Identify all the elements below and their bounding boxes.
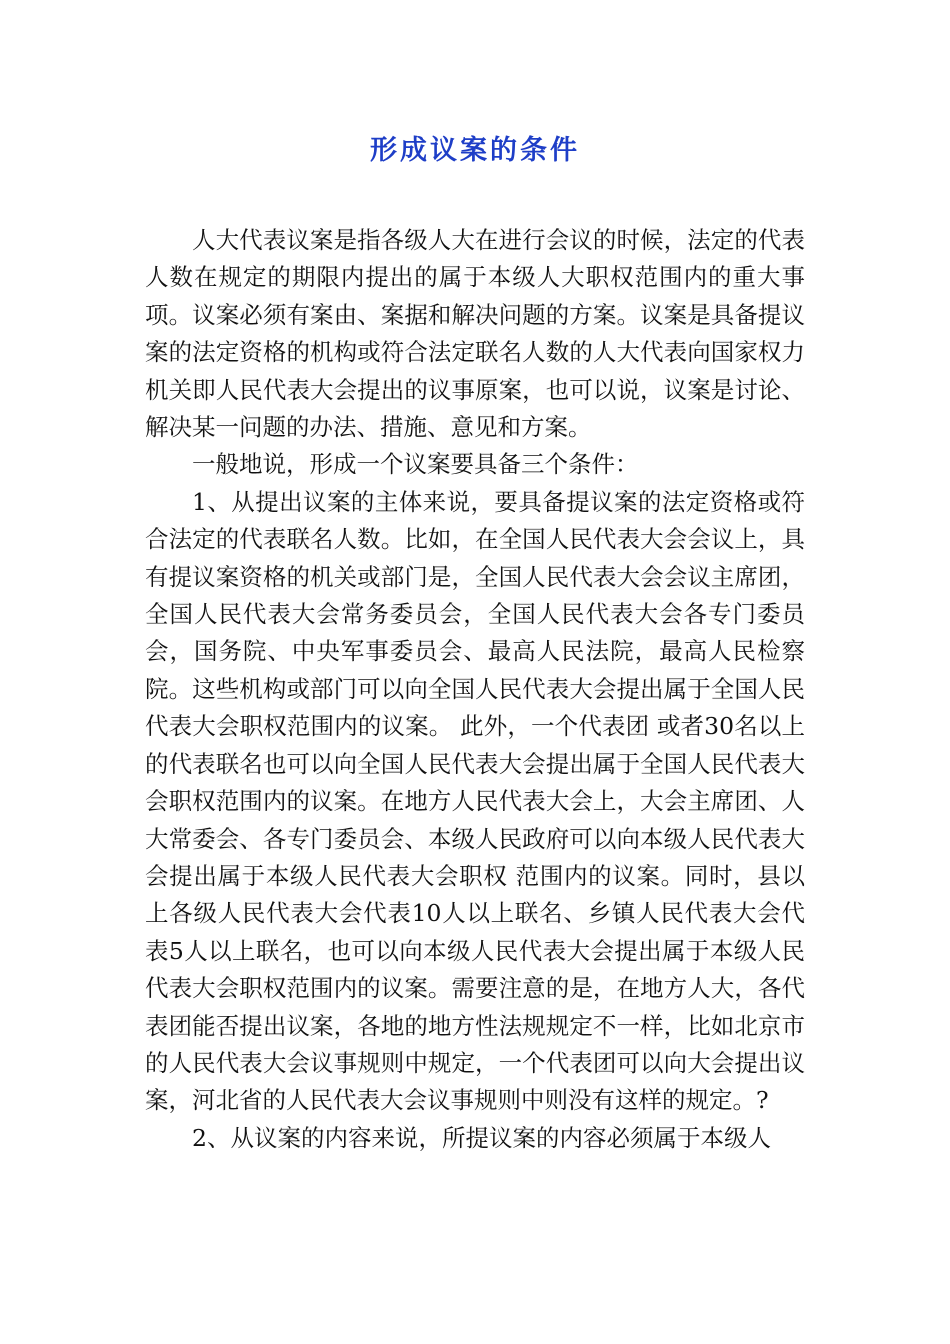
document-title: 形成议案的条件 <box>370 135 580 166</box>
paragraph-intro: 一般地说，形成一个议案要具备三个条件： <box>192 450 639 479</box>
paragraph-definition: 人大代表议案是指各级人大在进行会议的时候，法定的代表人数在规定的期限内提出的属于本级人大职权范围内的重大事项。议案必须有案由、案据和解决问题的方案。议案是具备提议案的法定资格的机构或符合法定联名人数的人大代表向国家权力机关即人民代表大会提出的议事原案，也可以说，议案是讨论、解决某一问题的办法、措施、意见和方案。 <box>145 226 805 442</box>
document-body <box>145 222 805 1157</box>
paragraph-condition-1: 1、从提出议案的主体来说，要具备提议案的法定资格或符合法定的代表联名人数。比如，在全国人民代表大会会议上，具有提议案资格的机关或部门是，全国人民代表大会会议主席团，全国人民代表大会常务委员会，全国人民代表大会各专门委员会，国务院、中央军事委员会、最高人民法院，最高人民检察院。这些机构或部门可以向全国人民代表大会提出属于全国人民代表大会职权范围内的议案。 此外，一个代表团 或者30名以上的代表联名也可以向全国人民代表大会提出属于全国人民代表大会职权范围内的议案。在地方人民代表大会上，大会主席团、人大常委会、各专门委员会、本级人民政府可以向本级人民代表大会提出属于本级人民代表大会职权 范围内的议案。同时，县以上各级人民代表大会代表10人以上联名、乡镇人民代表大会代表5人以上联名，也可以向本级人民代表大会提出属于本级人民代表大会职权范围内的议案。需要注意的是，在地方人大，各代表团能否提出议案，各地的地方性法规规定不一样，比如北京市的人民代表大会议事规则中规定，一个代表团可以向大会提出议案，河北省的人民代表大会议事规则中则没有这样的规定。? <box>145 487 805 1115</box>
paragraph-condition-2: 2、从议案的内容来说，所提议案的内容必须属于本级人 <box>192 1123 771 1152</box>
